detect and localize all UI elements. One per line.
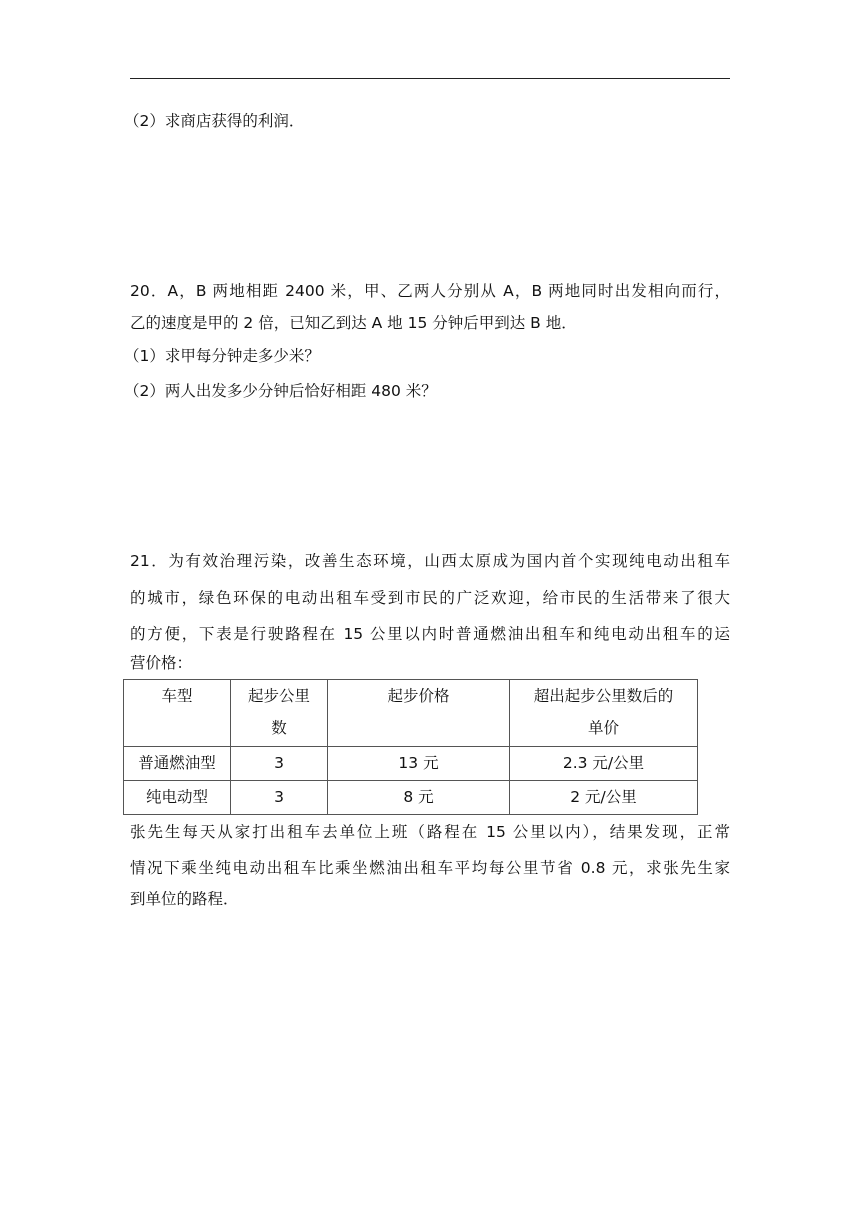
header-start-price: 起步价格 — [328, 680, 510, 747]
q21-after-line2: 情况下乘坐纯电动出租车比乘坐燃油出租车平均每公里节省 0.8 元，求张先生家 — [130, 859, 730, 877]
header-start-km: 起步公里 数 — [231, 680, 328, 747]
fare-table — [123, 679, 698, 815]
fare-table-header — [124, 680, 698, 747]
q21-stem-line2: 的城市，绿色环保的电动出租车受到市民的广泛欢迎，给市民的生活带来了很大 — [130, 589, 730, 607]
q20-part2: （2）两人出发多少分钟后恰好相距 480 米？ — [124, 382, 437, 400]
q21-after-line3: 到单位的路程． — [130, 890, 239, 908]
q21-after-line1: 张先生每天从家打出租车去单位上班（路程在 15 公里以内），结果发现，正常 — [130, 823, 730, 841]
cell-unit-price: 2 元/公里 — [510, 781, 698, 815]
q20-part1: （1）求甲每分钟走多少米？ — [124, 347, 320, 365]
cell-start-price: 13 元 — [328, 747, 510, 781]
header-rule — [130, 78, 730, 79]
header-type: 车型 — [124, 680, 231, 747]
cell-unit-price: 2.3 元/公里 — [510, 747, 698, 781]
cell-start-km: 3 — [231, 747, 328, 781]
q19-part2: （2）求商店获得的利润． — [124, 112, 305, 130]
q20-stem-line2: 乙的速度是甲的 2 倍，已知乙到达 A 地 15 分钟后甲到达 B 地． — [130, 314, 577, 332]
q20-stem-line1: 20．A，B 两地相距 2400 米，甲、乙两人分别从 A，B 两地同时出发相向而行， — [130, 282, 730, 300]
cell-start-km: 3 — [231, 781, 328, 815]
q21-stem-line1: 21．为有效治理污染，改善生态环境，山西太原成为国内首个实现纯电动出租车 — [130, 552, 730, 570]
q21-stem-line3: 的方便，下表是行驶路程在 15 公里以内时普通燃油出租车和纯电动出租车的运 — [130, 625, 730, 643]
cell-start-price: 8 元 — [328, 781, 510, 815]
header-unit-price: 超出起步公里数后的 单价 — [510, 680, 698, 747]
table-row — [124, 747, 698, 781]
table-row — [124, 781, 698, 815]
q21-stem-line4: 营价格： — [130, 654, 193, 672]
cell-type: 纯电动型 — [124, 781, 231, 815]
cell-type: 普通燃油型 — [124, 747, 231, 781]
